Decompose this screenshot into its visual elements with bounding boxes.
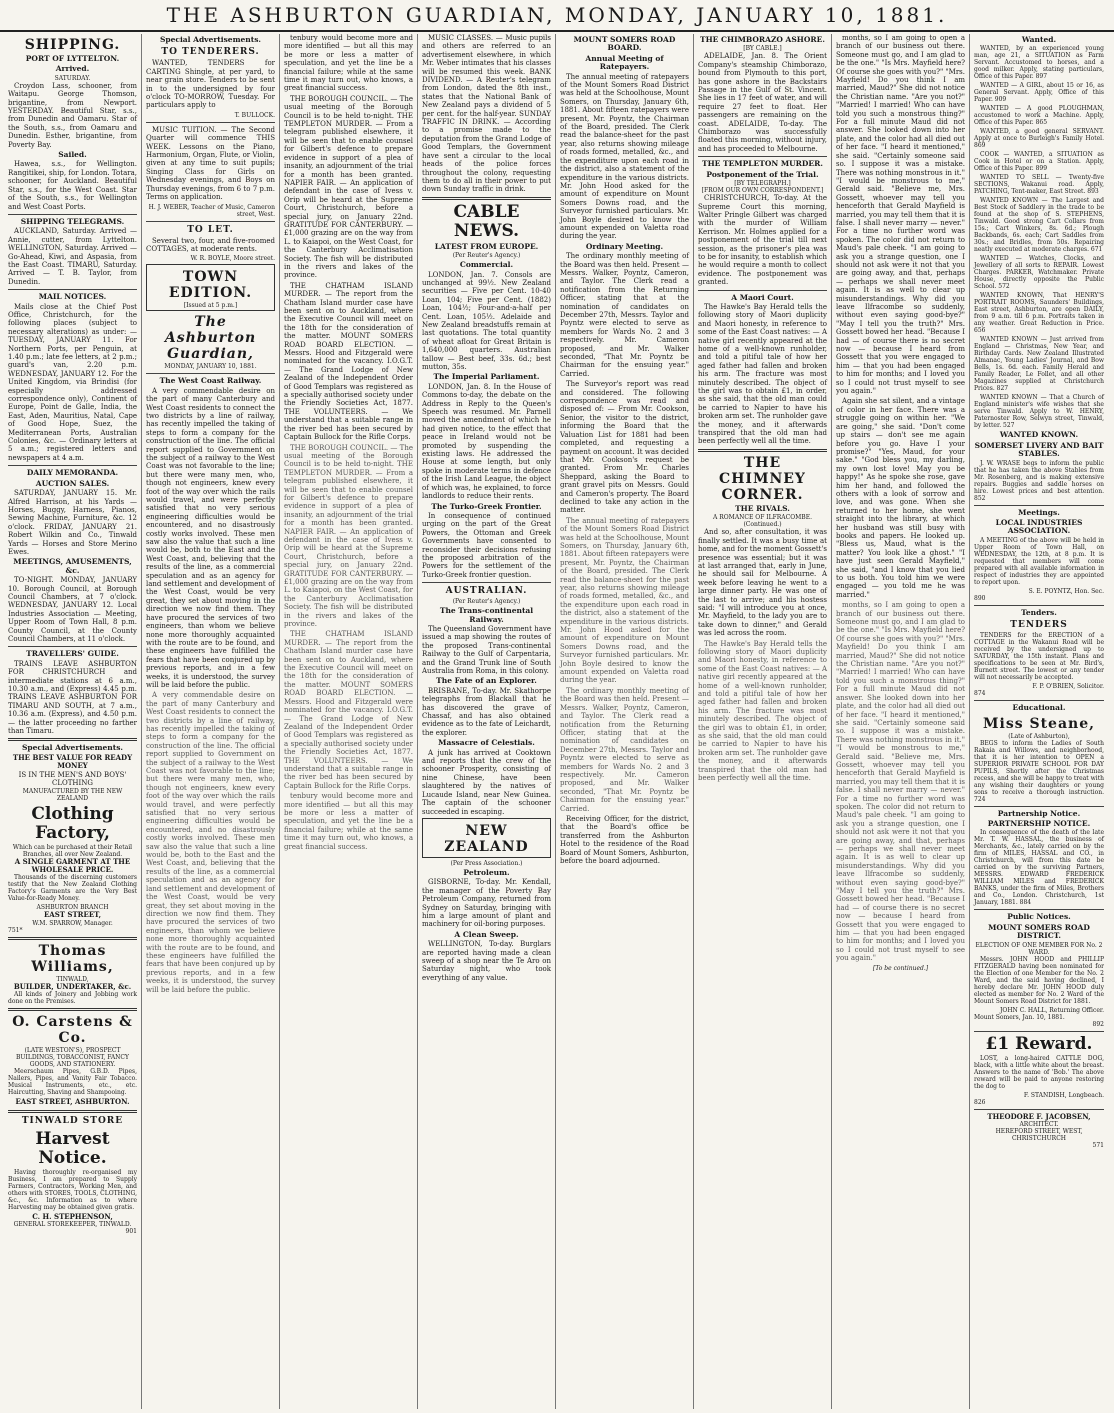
obrien-signature: F. P. O'BRIEN, Solicitor.	[1032, 683, 1104, 691]
hall-signature: JOHN C. HALL, Returning Officer.	[1000, 1006, 1104, 1014]
ad-number: 892	[1092, 1020, 1104, 1028]
ad-number: 874	[974, 690, 986, 698]
msrd-heading: MOUNT SOMERS ROAD DISTRICT.	[988, 922, 1090, 941]
branch-label: ASHBURTON BRANCH	[36, 904, 109, 912]
wanted-ad: WANTED, by an experienced young man, age 21, a SITUATION as Farm Servant. Accustomed to horses, and a good milker. Apply, stating particulars, Office of this Paper. 897	[974, 45, 1104, 81]
town-edition-heading: TOWN EDITION.	[168, 269, 253, 302]
turko-greek-heading: The Turko-Greek Frontier.	[431, 501, 542, 511]
divider	[974, 505, 1104, 506]
column-7	[832, 34, 970, 1409]
saturday-label: SATURDAY.	[54, 74, 91, 82]
special-ads-heading: Special Advertisements.	[21, 743, 124, 753]
best-value-line-4: Which can be purchased at their Retail Branches, all over New Zealand.	[12, 843, 133, 858]
tenders-title: TENDERS	[1010, 620, 1068, 631]
best-value-line-3: MANUFACTURED BY THE NEW ZEALAND	[22, 787, 123, 802]
to-let-text: Several two, four, and five-roomed COTTAGES, at moderate rents.	[146, 236, 275, 253]
town-edition-box	[146, 264, 275, 311]
issued-label: [Issued at 5 p.m.]	[183, 302, 238, 310]
parliament-heading: The Imperial Parliament.	[433, 372, 540, 382]
divider	[422, 582, 551, 583]
carstens-text: Meerschaum Pipes, G.B.D. Pipes, Nailers, Pipes, and Vanity Fair Tobacco. Musical Instruments, etc., etc. Haircutting, Shaving and Shampooing.	[8, 1068, 137, 1097]
wanted-ad: WANTED TO SELL — Twenty-five SECTIONS, Wakanui road. Apply, PATCHING, Tent-maker, East Street. 893	[974, 174, 1104, 196]
music-tuition-text: MUSIC TUITION. — The Second Quarter will commence THIS WEEK. Lessons on the Piano, Harmonium, Organ, Flute, or Violin, given at any time to suit pupils; Singing Class for Girls on Wednesday evenings, and Boys on Thursday evenings, from 6 to 7 p.m. Terms on application.	[146, 125, 275, 202]
lia-heading: LOCAL INDUSTRIES ASSOCIATION.	[995, 518, 1083, 536]
meetings-heading: Meetings.	[1018, 507, 1060, 517]
stephenson-title: GENERAL STOREKEEPER, TINWALD.	[13, 1220, 132, 1228]
wanted-ad: WANTED — Watches, Clocks, and Jewellery of all sorts to REPAIR. Lowest Charges. PARKER, Watchmaker. Private House, directly opposite the Public School. 572	[974, 255, 1104, 291]
story-text-3: months, so I am going to open a branch of our business out there. Someone must go, and I am glad to be the one." "Is Mrs. Mayfield here? Of course she goes with you?" "Mrs. Mayfield! Do you think I am married, Maud?" She did not notice the Christian name. "Are you not?" "Married! I married! Who can have told you such a monstrous thing?" For a full minute Maud did not answer. She looked down into her plate, and the color had all died out of her face. "I heard it mentioned," she said. "Certainly someone said so. I suppose it was a mistake. There was nothing monstrous in it." "I would be monstrous to me," Gerald said. "Believe me, Mrs. Gossett, whoever may tell you henceforth that Gerald Mayfield is married, you may tell them that it is false. I shall never marry — never." For a time no further word was spoken. The color did not return to Maud's pale cheek. "I am going to ask you a strange question, one I should not ask were it not that you are going away, and that, perhaps — perhaps we shall never meet again. It is as well to clear up misunderstandings. Why did you leave Ilfracombe so suddenly, without even saying good-bye?" "May I tell you the truth?" Mrs. Gossett bowed her head. "Because I had — of course there is no secret now — because I heard from Gossett that you were engaged to him — that you had been engaged to him for months; and I loved you so I could not trust myself to see you again."	[836, 601, 965, 963]
divider	[974, 909, 1104, 910]
builder-text: All kinds of Joinery and Jobbing work done on the Premises.	[8, 991, 137, 1006]
educational-heading: Educational.	[1012, 703, 1066, 713]
story-text-2: Again she sat silent, and a vintage of color in her face. There was a struggle going on within her. "We are going," she said. "Don't come up stairs — don't see me again before you go. Have I your promise?" "Yes, Maud, for your sake." "God bless you, my darling, my own lost love! May you be happy!" As he spoke she rose, gave him her hand, and followed the others with a look of sorrow and love, and was gone. When she returned to her home, she went straight into the library, at which her husband was still busy with books and papers. He looked up. "Bless us, Maud, what is the matter? You look like a ghost." "I have just seen Gerald Mayfield," she said, "and I know that you lied to us both. You told him we were engaged — you told me he was married."	[836, 397, 965, 599]
lia-text: A MEETING of the above will be held in Upper Room of Town Hall, on WEDNESDAY, the 12th, at 8 p.m. It is requested that members will come prepared with all available information in respect of industries they are appointed to report upon.	[974, 536, 1104, 586]
tinwald-label: TINWALD,	[56, 975, 89, 983]
ad-number: 571	[1092, 1142, 1104, 1150]
auction-text: SATURDAY, JANUARY 15. Mr. Alfred Harrison, at his Yards — Horses, Buggy, Harness, Pianos, Sewing Machine, Furniture, &c. 12 o'clock. FRIDAY, JANUARY 21. Robert Wilkin and Co., Tinwald Yards — Horses and Store Merino Ewes.	[8, 489, 137, 556]
wanted-known-heading: WANTED KNOWN.	[999, 430, 1079, 440]
steane-text: BEGS to inform the Ladies of South Rakaia and Willows, and neighborhood, that it is her intention to OPEN a SUPERIOR PRIVATE SCHOOL FOR DAY PUPILS, Shortly after the Christmas recess, and she will be happy to treat with any wishing their daughters or young sons to receive a thorough instruction. 724	[974, 739, 1104, 803]
divider	[698, 449, 827, 452]
arrived-text: Croydon Lass, schooner, from Waitapu. George Thomson, brigantine, from Newport. YESTERDAY. Beautiful Star, s.s., from Dunedin and Oamaru. Star of the South, s.s., from Oamaru and Dunedin. Esther, brigantine, from Poverty Bay.	[8, 81, 137, 149]
carstens-address: EAST STREET, ASHBURTON.	[15, 1097, 130, 1107]
divider	[974, 605, 1104, 606]
divider	[146, 122, 275, 123]
board-footer: Receiving Officer, for the district, that the Board's office be transferred from the Ashburton Hotel to the residence of the Road Board of Mount Somers, Ashburton, before the board adjourned.	[560, 814, 689, 865]
templeton-heading: THE TEMPLETON MURDER.	[702, 159, 823, 169]
commercial-text: LONDON, Jan. 7. Consols are unchanged at 99½. New Zealand securities — Five per Cent. 10-40 Loan, 104; Five per Cent. (1882) Loan, 104½; Four-and-a-half per Cent. Loan, 105½. Adelaide and New Zealand breadstuffs remain at last quotations. The total quantity of wheat afloat for Great Britain is 1,640,000 quarters. Australian tallow — Best beef, 33s. 6d.; best mutton, 35s.	[422, 270, 551, 371]
public-notices-heading: Public Notices.	[1007, 912, 1071, 922]
west-coast-heading: The West Coast Railway.	[159, 376, 262, 386]
column-1	[4, 34, 142, 1409]
street-label: EAST STREET,	[43, 910, 102, 920]
column-2	[142, 34, 280, 1409]
telegrams-heading: SHIPPING TELEGRAMS.	[20, 216, 125, 226]
divider	[8, 289, 137, 290]
mail-text: Mails close at the Chief Post Office, Christchurch, for the following places (subject to necessary alterations) as under: — TUESDAY, JANUARY 11. For Northern Ports, per Penguin, at 1.40 p.m.; late fee letters, at 2 p.m.; guard's van, 2.20 p.m. WEDNESDAY, JANUARY 12. For the United Kingdom, via Brindisi (for especially addressed correspondence only), Continent of Europe, Point de Galle, India, the East, Aden, Mauritius, Natal, Cape of Good Hope, Suez, the Mediterranean Ports, Australian Colonies, &c. — Ordinary letters at 5 a.m.; registered letters and newspapers at 4 a.m.	[8, 302, 137, 462]
shipping-heading: SHIPPING.	[24, 37, 121, 53]
msrb-heading: MOUNT SOMERS ROAD BOARD.	[573, 35, 676, 53]
divider	[8, 1110, 137, 1113]
massacre-heading: Massacre of Celestials.	[438, 738, 535, 748]
carstens-heading: O. Carstens & Co.	[12, 1014, 133, 1047]
divider	[974, 700, 1104, 701]
local-news: THE BOROUGH COUNCIL. — The usual meeting of the Borough Council is to be held to-night. THE TEMPLETON MURDER. — From a telegram published elsewhere, it will be seen that to enable counsel for Gilbert's defence to prepare evidence in support of a plea of insanity, an adjournment of the trial for a month has been granted. NAPIER FAIR. — An application of defendant in the case of Ivess v. Orip will be heard at the Supreme Court, Christchurch, before a special jury, on January 22nd. GRATITUDE FOR CANTERBURY. — £1,000 grazing are on the way from L. to Kaiapoi, on the West Coast, for the Canterbury Acclimatisation Society. The fish will be distributed in the rivers and lakes of the province.	[284, 94, 413, 280]
best-value-line: THE BEST VALUE FOR READY MONEY	[12, 752, 133, 771]
jacobsen-address: HEREFORD STREET, WEST, CHRISTCHURCH	[995, 1128, 1083, 1143]
divider	[8, 465, 137, 466]
guardian-nameplate: The Ashburton Guardian,	[164, 314, 257, 363]
page-columns	[4, 34, 1110, 1409]
divider	[8, 738, 137, 741]
petroleum-text: GISBORNE, To-day. Mr. Kendall, the manager of the Poverty Bay Petroleum Company, returned from Sydney on Saturday, bringing with him a large amount of plant and machinery for oil-boring purposes.	[422, 878, 551, 929]
special-ads-heading: Special Advertisements.	[159, 35, 262, 44]
local-news-2: THE CHATHAM ISLAND MURDER. — The report from the Chatham Island murder case have been sent on to Auckland, where the Executive Council will meet on the 18th for the consideration of the matter. MOUNT SOMERS ROAD BOARD ELECTION. — Messrs. Hood and Fitzgerald were nominated for the vacancy. I.O.G.T. — The Grand Lodge of New Zealand of the Independent Order of Good Templars was registered as a specially authorised society under the Friendly Societies Act, 1877. THE VOLUNTEERS. — We understand that a suitable range in the river bed has been secured by Captain Bullock for the Rifle Corps.	[284, 281, 413, 442]
ordinary-meeting-text-2: The Surveyor's report was read and considered. The following correspondence was read and disposed of: — From Mr. Cookson, Senior, the visitor to the district, informing the Board that the Valuation List for 1881 had been completed, and requesting a payment on account. It was decided that Mr. Cookson's request be granted. From Mr. Charles Sheppard, asking the Board to grant gravel pits on Messrs. Gould and Cameron's property. The Board declined to take any action in the matter.	[560, 380, 689, 515]
explorer-text: BRISBANE, To-day. Mr. Skathorpe telegraphs from Blackall that he has discovered the grave of Chassaf, and has also obtained evidence as to the fate of Leichardt, the explorer.	[422, 686, 551, 737]
divider	[8, 646, 137, 647]
tenderers-text: WANTED, TENDERS for CARTING Shingle, at per yard, to near grain store. Tenders to be sent in to the undersigned by four o'clock TO-MORROW, Tuesday. For particulars apply to	[146, 59, 275, 110]
divider	[698, 290, 827, 291]
poyntz-signature: S. E. POYNTZ, Hon. Sec.	[1028, 587, 1104, 595]
parliament-text: LONDON, Jan. 8. In the House of Commons to-day, the debate on the Address in Reply to the Queen's Speech was resumed. Mr. Parnell moved the amendment of which he had given notice, to the effect that peace in Ireland would not be promoted by suspending the existing laws. He addressed the House at some length, but only spoke in moderate terms in defence of the Irish Land League, the object of which was, he explained, to force landlords to reduce their rents.	[422, 382, 551, 501]
jacobsen-name: THEODORE F. JACOBSEN,	[987, 1111, 1091, 1121]
clean-sweep-text: WELLINGTON, To-day. Burglars are reported having made a clean sweep of a shop near the Te Aro on Saturday night, who took everything of any value.	[422, 940, 551, 982]
nz-heading-box	[422, 818, 551, 858]
divider	[8, 937, 137, 940]
railway-heading: The Trans-continental Railway.	[439, 606, 534, 624]
railway-text: The Queensland Government have issued a map showing the routes of the proposed Trans-continental Railway to the Gulf of Carpentaria, and the Grand Trunk line of South Australia from Roma, in this colony.	[422, 624, 551, 675]
wanted-ad: WANTED KNOWN — That a Church of England minister's wife wishes that she serve Tinwald. Apply to W. HENRY, Paternoster Row, Selwyn street, Tinwald, by letter. 527	[974, 394, 1104, 430]
meetings-heading: MEETINGS, AMUSEMENTS, &c.	[13, 557, 132, 575]
local-news-3: THE BOROUGH COUNCIL. — The usual meeting of the Borough Council is to be held to-night. THE TEMPLETON MURDER. — From a telegram published elsewhere, it will be seen that to enable counsel for Gilbert's defence to prepare evidence in support of a plea of insanity, an adjournment of the trial for a month has been granted. NAPIER FAIR. — An application of defendant in the case of Ivess v. Orip will be heard at the Supreme Court, Christchurch, before a special jury, on January 22nd. GRATITUDE FOR CANTERBURY. — £1,000 grazing are on the way from L. to Kaiapoi, on the West Coast, for the Canterbury Acclimatisation Society. The fish will be distributed in the rivers and lakes of the province.	[284, 443, 413, 629]
explorer-heading: The Fate of an Explorer.	[436, 676, 537, 686]
builder-line: BUILDER, UNDERTAKER, &c.	[13, 981, 132, 991]
sailed-text: Hawea, s.s., for Wellington. Rangitikei, ship, for London. Totara, schooner, for Auckland. Beautiful Star, s.s., for the West Coast. Star of the South, s.s., for Wellington and West Coast Ports.	[8, 160, 137, 211]
architect-label: ARCHITECT.	[1019, 1121, 1059, 1129]
wanted-ad: WANTED — A GIRL, about 15 or 16, as General Servant. Apply, Office of this Paper. 909	[974, 82, 1104, 104]
divider	[698, 156, 827, 157]
postponement-heading: Postponement of the Trial.	[706, 169, 819, 179]
divider	[8, 214, 137, 215]
own-correspondent: [FROM OUR OWN CORRESPONDENT.]	[701, 187, 824, 195]
local-news-4: THE CHATHAM ISLAND MURDER. — The report from the Chatham Island murder case have been sent on to Auckland, where the Executive Council will meet on the 18th for the consideration of the matter. MOUNT SOMERS ROAD BOARD ELECTION. — Messrs. Hood and Fitzgerald were nominated for the vacancy. I.O.G.T. — The Grand Lodge of New Zealand of the Independent Order of Good Templars was registered as a specially authorised society under the Friendly Societies Act, 1877. THE VOLUNTEERS. — We understand that a suitable range in the river bed has been secured by Captain Bullock for the Rifle Corps.	[284, 630, 413, 790]
testimonial: Thousands of the discerning customers testify that the New Zealand Clothing Factory's Garments are the Very Best Value-for-Ready Money.	[8, 874, 137, 903]
chimney-corner-heading: THE CHIMNEY CORNER.	[719, 454, 806, 503]
sailed-heading: Sailed.	[58, 150, 87, 160]
port-heading: PORT OF LYTTELTON.	[25, 54, 120, 63]
partnership-heading: Partnership Notice.	[997, 808, 1081, 818]
divider	[974, 806, 1104, 807]
travellers-text: TRAINS LEAVE ASHBURTON FOR CHRISTCHURCH and intermediate stations at 6 a.m., 10.30 a.m., and (Express) 4.45 p.m. TRAINS LEAVE ASHBURTON FOR TIMARU AND SOUTH, at 7 a.m., 10.36 a.m. (Express), and 4.50 p.m. — the latter proceeding no farther than Timaru.	[8, 659, 137, 736]
divider	[422, 197, 551, 200]
ordinary-meeting-text-3: The annual meeting of ratepayers of the Mount Somers Road District was held at the Schoolhouse, Mount Somers, on Thursday, January 6th, 1881. About fifteen ratepayers were present, Mr. Poyntz, the Chairman of the Board, presided. The Clerk read the balance-sheet for the past year, also returns showing mileage of roads formed, metalled, &c., and the expenditure upon each road in the district, also a statement of the expenditure in the various districts. Mr. John Hood asked for the amount of expenditure on Mount Somers Downs road, and the Surveyor furnished particulars. Mr. John Boyle desired to know the amount expended on Valetta road during the year.	[560, 516, 689, 685]
miss-steane-heading: Miss Steane,	[983, 715, 1095, 732]
templeton-text: CHRISTCHURCH, To-day. At the Supreme Court this morning, Walter Pringle Gilbert was charged with the murder of William Kerrison. Mr. Holmes applied for a postponement of the trial till next session, as the prisoner's plea was to be for insanity, to establish which he would require a month to collect evidence. The postponement was granted.	[698, 194, 827, 287]
column-3	[280, 34, 418, 1409]
single-garment: A SINGLE GARMENT AT THE WHOLESALE PRICE.	[14, 856, 131, 874]
chimborazo-text: ADELAIDE, Jan. 8. The Orient Company's steamship Chimborazo, bound from Plymouth to this port, has gone ashore in the Backstairs Passage in the Gulf of St. Vincent. She lies in 17 feet of water, and will require 27 feet to float. Her passengers are remaining on the coast. ADELAIDE, To-day. The Chimborazo was successfully floated this morning, without injury, and has proceeded to Melbourne.	[698, 52, 827, 153]
ordinary-meeting-text-4: The ordinary monthly meeting of the Board was then held. Present — Messrs. Walker, Poyntz, Cameron, and Taylor. The Clerk read a notification from the Returning Officer, stating that at the nomination of candidates on December 27th, Messrs. Taylor and Poyntz were elected to serve as members for Wards No. 2 and 3 respectively. Mr. Cameron proposed, and Mr. Walker seconded, "That Mr. Poyntz be Chairman for the ensuing year." Carried.	[560, 686, 689, 813]
masthead	[0, 0, 1114, 32]
newspaper-title: THE ASHBURTON GUARDIAN, MONDAY, JANUARY 10, 1881.	[166, 3, 948, 27]
wanted-ad: WANTED — A good PLOUGHMAN, accustomed to work a Machine. Apply, Office of this Paper. 865	[974, 105, 1104, 127]
column-4	[418, 34, 556, 1409]
thomas-williams-heading: Thomas Williams,	[31, 942, 114, 975]
column-8	[970, 34, 1108, 1409]
msrd-text: Messrs. JOHN HOOD and PHILLIP FITZGERALD having been nominated for the Election of one Member for the No. 2 Ward, and the said having declined, I hereby declare Mr. JOHN HOOD duly elected as member for No. 2 Ward of the Mount Somers Road District for 1881.	[974, 955, 1104, 1005]
ad-number: 890	[974, 594, 986, 602]
chimborazo-heading: THE CHIMBORAZO ASHORE.	[700, 35, 825, 44]
arrived-heading: Arrived.	[55, 64, 90, 74]
to-let-heading: TO LET.	[187, 224, 234, 235]
wanted-ad: COOK — WANTED, a SITUATION as Cook in Hotel or on a Station. Apply, Office of this Paper. 899	[974, 151, 1104, 173]
massacre-text: A junk has arrived at Cooktown and reports that the crew of the schooner Prosperity, consisting of nine Chinese, have been slaughtered by the natives of Lucaude Island, near New Guinea. The captain of the schooner succeeded in escaping.	[422, 748, 551, 816]
annual-meeting-heading: Annual Meeting of Ratepayers.	[585, 53, 664, 72]
wanted-ad: WANTED, a good general SERVANT. Apply at once to Burleigh's Family Hotel. 869	[974, 128, 1104, 150]
travellers-heading: TRAVELLERS' GUIDE.	[26, 649, 119, 659]
steane-sub: (Late of Ashburton),	[1008, 732, 1070, 740]
partnership-text: In consequence of the death of the late Mr. T. W. HASSAL, the business of Merchants, &c., lately carried on by the firm of MILES, HASSAL and CO., in Christchurch, will from this date be carried on by the surviving Partners, MESSRS. EDWARD FREDERICK WILLIAM MILES and FREDERICK BANKS, under the firm of Miles, Brothers and Co., London. Christchurch, 1st January, 1881. 884	[974, 829, 1104, 907]
romance-subtitle: A ROMANCE OF ILFRACOMBE. (Continued.)	[713, 514, 812, 529]
somerset-heading: SOMERSET LIVERY AND BAIT STABLES.	[974, 440, 1104, 459]
by-telegraph: [BY TELEGRAPH.]	[734, 180, 791, 188]
divider	[8, 1008, 137, 1011]
maori-court-heading: A Maori Court.	[731, 292, 794, 302]
ordinary-meeting-text: The ordinary monthly meeting of the Board was then held. Present — Messrs. Walker, Poyntz, Cameron, and Taylor. The Clerk read a notification from the Returning Officer, stating that at the nomination of candidates on December 27th, Messrs. Taylor and Poyntz were elected to serve as members for Wards No. 2 and 3 respectively. Mr. Cameron proposed, and Mr. Walker seconded, "That Mr. Poyntz be Chairman for the ensuing year." Carried.	[560, 252, 689, 378]
ad-number: 901	[125, 1227, 137, 1235]
ad-number: 826	[974, 1098, 986, 1106]
wanted-ad: WANTED KNOWN, That HENRY'S PORTRAIT ROOMS, Saunders' Buildings, East street, Ashburton, are open DAILY, from 9 a.m. till 6 p.m. Portraits taken in any weather. Great Reduction in Price. 656	[974, 292, 1104, 335]
edition-date: MONDAY, JANUARY 10, 1881.	[164, 363, 257, 371]
west-coast-article-cont: A very commendable desire on the part of many Canterbury and West Coast residents to connect the two districts by a line of railway, has recently impelled the taking of steps to form a company for the construction of the line. The official report supplied to Government on the subject of a railway to the West Coast was not favorable to the line; but there were many men, who, though not engineers, knew every foot of the way over which the rails would travel, and were perfectly satisfied that no very serious engineering difficulties would be encountered, and no disastrously costly works involved. These men saw also the value that such a line would be, both to the East and the West Coast, and, believing that the results of the line, as a commercial speculation and as an agency for land settlement and development of the West Coast, would be very great, they set about moving in the direction we now find them. They have procured the services of two engineers, than whom we believe none more thoroughly acquainted with the route are to be found, and these engineers have fulfilled the fears that have been conjured up by previous reports, and in a few weeks, it is understood, the survey will be laid before the public.	[146, 691, 275, 994]
wanted-heading: Wanted.	[1021, 35, 1057, 44]
meetings-text: TO-NIGHT. MONDAY, JANUARY 10. Borough Council, at Borough Council Chambers, at 7 o'clock. WEDNESDAY, JANUARY 12. Local Industries Association — Meeting, Upper Room of Town Hall, 8 p.m. County Council, at the County Council Chambers, at 11 o'clock.	[8, 576, 137, 643]
partnership-title: PARTNERSHIP NOTICE.	[987, 819, 1091, 829]
standish-signature: F. STANDISH, Longbeach.	[1023, 1091, 1104, 1099]
column-6	[694, 34, 832, 1409]
local-news-5: tenbury would become more and more identified — but all this may be more or less a matter of speculation, and yet the line be a financial failure; while at the same time it may turn out, who knows, a great financial success.	[284, 792, 413, 851]
cable-news-heading: CABLE NEWS.	[453, 201, 520, 241]
hall-date: Mount Somers, Jan. 10, 1881.	[974, 1013, 1065, 1021]
divider	[146, 373, 275, 374]
rivals-heading: THE RIVALS.	[735, 503, 790, 513]
harvest-notice-heading: Harvest Notice.	[35, 1128, 110, 1168]
rivals-text: And so, after consultation, it was finally settled. It was a busy time at home, and for the moment Gossett's presence was essential; but it was at last arranged that, early in June, he should sail for Melbourne. A week before leaving he went to a large dinner party. He was one of the last to arrive; and his hostess said: "I will introduce you at once, Mr. Mayfield, to the lady you are to take down to dinner," and Gerald was led across the room.	[698, 528, 827, 638]
nz-credit: (Per Press Association.)	[450, 859, 523, 867]
divider	[974, 1031, 1104, 1032]
story-text: months, so I am going to open a branch of our business out there. Someone must go, and I am glad to be the one." "Is Mrs. Mayfield here? Of course she goes with you?" "Mrs. Mayfield! Do you think I am married, Maud?" She did not notice the Christian name. "Are you not?" "Married! I married! Who can have told you such a monstrous thing?" For a full minute Maud did not answer. She looked down into her plate, and the color had all died out of her face. "I heard it mentioned," she said. "Certainly someone said so. I suppose it was a mistake. There was nothing monstrous in it." "I would be monstrous to me," Gerald said. "Believe me, Mrs. Gossett, whoever may tell you henceforth that Gerald Mayfield is married, you may tell them that it is false. I shall never marry — never." For a time no further word was spoken. The color did not return to Maud's pale cheek. "I am going to ask you a strange question, one I should not ask were it not that you are going away, and that, perhaps — perhaps we shall never meet again. It is as well to clear up misunderstandings. Why did you leave Ilfracombe so suddenly, without even saying good-bye?" "May I tell you the truth?" Mrs. Gossett bowed her head. "Because I had — of course there is no secret now — because I heard from Gossett that you were engaged to him — that you had been engaged to him for months; and I loved you so I could not trust myself to see you again."	[836, 34, 965, 396]
tinwald-store-heading: TINWALD STORE	[21, 1115, 124, 1126]
local-items: MUSIC CLASSES. — Music pupils and others are referred to an advertisement elsewhere, in which Mr. Weber intimates that his classes will be resumed this week. BANK DIVIDEND. — A Reuter's telegram from London, dated the 8th inst., states that the National Bank of New Zealand pays a dividend of 5 per cent. for the half-year. SUNDAY TRAFFIC IN DRINK. — According to a promise made to the deputation from the Grand Lodge of Good Templars, the Government have sent a circular to the local heads of the police forces throughout the colony, requesting them to do all in their power to put down Sunday traffic in drink.	[422, 34, 551, 194]
auction-heading: AUCTION SALES.	[35, 478, 110, 488]
divider	[974, 1109, 1104, 1110]
tenderers-heading: TO TENDERERS.	[161, 47, 260, 58]
mail-heading: MAIL NOTICES.	[38, 292, 107, 302]
boyle-signature: W. R. BOYLE, Moore street.	[190, 255, 275, 263]
west-coast-article: A very commendable desire on the part of many Canterbury and West Coast residents to connect the two districts by a line of railway, has recently impelled the taking of steps to form a company for the construction of the line. The official report supplied to Government on the subject of a railway to the West Coast was not favorable to the line; but there were many men, who, though not engineers, knew every foot of the way over which the rails would travel, and were perfectly satisfied that no very serious engineering difficulties would be encountered, and no disastrously costly works involved. These men saw also the value that such a line would be, both to the East and the West Coast, and, believing that the results of the line, as a commercial speculation and as an agency for land settlement and development of the West Coast, would be very great, they set about moving in the direction we now find them. They have procured the services of two engineers, than whom we believe none more thoroughly acquainted with the route are to be found, and these engineers have fulfilled the fears that have been conjured up by previous reports, and in a few weeks, it is understood, the survey will be laid before the public.	[146, 386, 275, 689]
music-signature: H. J. WEBER, Teacher of Music, Cameron street, West.	[148, 203, 275, 218]
wrase-ad: J. W. WRASE begs to inform the public that he has taken the above Stables from Mr. Rosenberg, and is making extensive repairs. Buggies and saddle horses on hire. Lowest prices and best attention. 852	[974, 459, 1104, 502]
ordinary-meeting-heading: Ordinary Meeting.	[585, 241, 664, 251]
memoranda-heading: DAILY MEMORANDA.	[26, 468, 119, 478]
rivals-text-cont: The Hawke's Bay Herald tells the following story of Maori duplicity and Maori honesty, in reference to some of the East Coast natives: — A native girl recently appeared at the home of a well-known runholder, and told a pitiful tale of how her aged father had fallen and broken his arm. The fracture was most minutely described. The object of the girl was to obtain £1, in order, as she said, that the old man could be carried to Napier to have his broken arm set. The runholder gave the money, and it afterwards transpired that the old man had been perfectly well all the time.	[698, 639, 827, 783]
turko-greek-text: In consequence of continued urging on the part of the Great Powers, the Ottoman and Greek Governments have consented to reconsider their decisions refusing the proposed arbitration of the Powers for the settlement of the Turko-Greek frontier question.	[422, 511, 551, 579]
petroleum-heading: Petroleum.	[463, 867, 510, 877]
latest-europe-heading: LATEST FROM EUROPE.	[434, 241, 539, 251]
tenders-text: TENDERS for the ERECTION of a COTTAGE in the Wakanui Road will be received by the undersigned up to SATURDAY, the 15th instant. Plans and specifications to be seen at Mr. Bird's, Burnett street. The lowest or any tender will not necessarily be accepted.	[974, 632, 1104, 682]
wanted-ad: WANTED KNOWN — The Largest and Best Stock of Saddlery in the trade to be found at the shop of S. STEPHENS, Tinwald. Good strong Cart Collars from 15s.; Cart Winkers, 8s. 6d.; Plough Backbands, 6s. each; Cart Saddles from 30s.; and Bridles, from 50s. Repairing neatly executed at moderate charges. 671	[974, 197, 1104, 254]
ad-number: 751*	[8, 926, 23, 934]
to-be-continued: [To be continued.]	[872, 964, 929, 972]
manager-signature: W.M. SPARROW, Manager.	[32, 919, 113, 927]
australian-heading: AUSTRALIAN.	[445, 586, 528, 597]
commercial-heading: Commercial.	[459, 260, 514, 270]
australian-credit: (Per Reuter's Agency.)	[452, 598, 521, 606]
best-value-line-2: IS IN THE MEN'S AND BOYS' CLOTHING	[18, 770, 127, 788]
bullock-signature: T. BULLOCK.	[234, 111, 275, 119]
tenders-heading: Tenders.	[1021, 607, 1057, 617]
reward-text: LOST, a long-haired CATTLE DOG, black, with a little white about the breast. Answers to the name of 'Bob.' The above reward will be paid to anyone restoring the dog to	[974, 1054, 1104, 1090]
stephenson-name: C. H. STEPHENSON,	[32, 1211, 113, 1221]
carstens-sub: (LATE WESTON'S), PROSPECT BUILDINGS, TOBACCONIST, FANCY GOODS, AND STATIONERY.	[16, 1047, 129, 1069]
nz-heading: NEW ZEALAND	[444, 822, 529, 855]
clothing-factory-heading: Clothing Factory,	[31, 803, 114, 843]
wanted-ad: WANTED KNOWN — Just arrived from England — Christmas, New Year, and Birthday Cards. New Zealand Illustrated Almanac, Young Ladies' Journal, and Bow Bells, 1s. 6d. each. Family Herald and Family Reader, Le Follet, and all other Magazines supplied at Christchurch Prices. 827	[974, 336, 1104, 393]
reuter-credit: (Per Reuter's Agency.)	[452, 252, 521, 260]
divider	[146, 221, 275, 222]
clean-sweep-heading: A Clean Sweep.	[454, 929, 519, 939]
telegrams-text: AUCKLAND, Saturday. Arrived — Annie, cutter, from Lyttelton. WELLINGTON, Saturday. Arrived — Go-Ahead, Kiwi, and Aspasia, from the East Coast. TIMARU, Saturday. Arrived — T. B. Taylor, from Dunedin.	[8, 227, 137, 286]
annual-meeting-text: The annual meeting of ratepayers of the Mount Somers Road District was held at the Schoolhouse, Mount Somers, on Thursday, January 6th, 1881. About fifteen ratepayers were present, Mr. Poyntz, the Chairman of the Board, presided. The Clerk read the balance-sheet for the past year, also returns showing mileage of roads formed, metalled, &c., and the expenditure upon each road in the district, also a statement of the expenditure in the various districts. Mr. John Hood asked for the amount of expenditure on Mount Somers Downs road, and the Surveyor furnished particulars. Mr. John Boyle desired to know the amount expended on Valetta road during the year.	[560, 72, 689, 241]
column-5	[556, 34, 694, 1409]
reward-heading: £1 Reward.	[985, 1033, 1093, 1054]
harvest-text: Having thoroughly re-organised my Business, I am prepared to Supply Farmers, Contractors, Working Men, and others with STORES, TOOLS, CLOTHING, &c., &c. Information as to where Harvesting may be obtained given gratis.	[8, 1168, 137, 1211]
article-continuation: tenbury would become more and more identified — but all this may be more or less a matter of speculation, and yet the line be a financial failure; while at the same time it may turn out, who knows, a great financial success.	[284, 34, 413, 93]
election-line: ELECTION OF ONE MEMBER FOR No. 2 WARD.	[975, 941, 1103, 956]
by-cable: [BY CABLE.]	[743, 45, 782, 53]
maori-court-text: The Hawke's Bay Herald tells the following story of Maori duplicity and Maori honesty, in reference to some of the East Coast natives: — A native girl recently appeared at the home of a well-known runholder, and told a pitiful tale of how her aged father had fallen and broken his arm. The fracture was most minutely described. The object of the girl was to obtain £1, in order, as she said, that the old man could be carried to Napier to have his broken arm set. The runholder gave the money, and it afterwards transpired that the old man had been perfectly well all the time.	[698, 302, 827, 446]
